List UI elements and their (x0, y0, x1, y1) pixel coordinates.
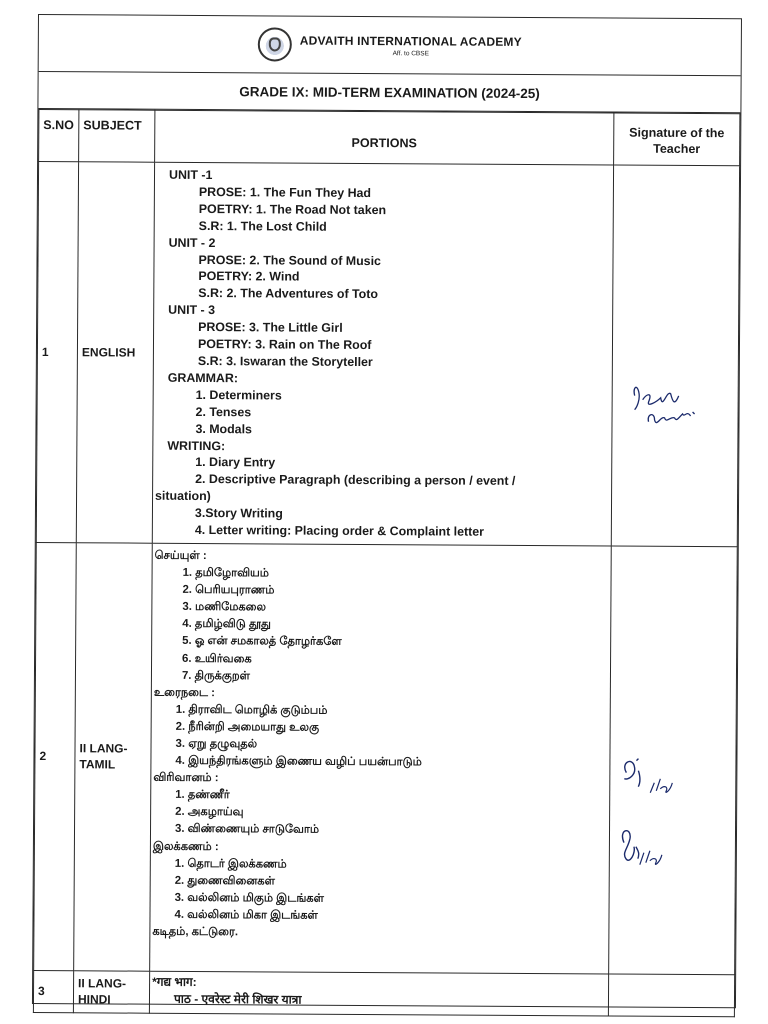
teacher-signature-icon (612, 166, 740, 545)
unit-heading: UNIT - 2 (168, 235, 216, 250)
table-row-english (36, 162, 739, 547)
signature-cell (611, 165, 739, 547)
portion-item: 4. Letter writing: Placing order & Complaint letter (194, 522, 485, 539)
portion-item: 3. Modals (195, 421, 252, 436)
portion-item: 1. Determiners (195, 387, 282, 403)
table-header-row (39, 110, 740, 166)
column-header-subject: SUBJECT (79, 110, 155, 162)
school-affiliation: Aff. to CBSE (392, 49, 429, 57)
unit-heading: UNIT -1 (168, 167, 213, 183)
portion-item: 3. விண்ணையும் சாடுவோம் (174, 823, 320, 837)
section-heading: விரிவானம் : (153, 771, 219, 785)
school-block (300, 33, 522, 57)
portion-item: 1. திராவிட மொழிக் குடும்பம் (175, 703, 328, 717)
portion-item: 4. தமிழ்விடு தூது (182, 618, 271, 631)
portion-item: 2. நீரின்றி அமையாது உலகு (175, 720, 320, 734)
section-heading: GRAMMAR: (167, 370, 239, 386)
row-portions (150, 543, 612, 974)
portion-item: 3. ஏறு தழுவுதல் (175, 737, 258, 751)
portion-item: POETRY: 3. Rain on The Roof (197, 337, 372, 353)
table-row-tamil (34, 542, 738, 974)
row-portions (152, 162, 613, 546)
portion-item: 2. துணைவினைகள் (174, 874, 275, 888)
portions-table (33, 109, 741, 1017)
section-heading: இலக்கணம் : (152, 840, 219, 853)
row-subject: ENGLISH (76, 162, 154, 543)
school-logo-icon (258, 27, 292, 61)
portion-item: 1. தண்ணீர் (175, 789, 230, 802)
portion-item: POETRY: 1. The Road Not taken (198, 201, 387, 217)
unit-heading: UNIT - 3 (168, 303, 216, 318)
portion-item: 2. Descriptive Paragraph (describing a person / event / (195, 472, 516, 489)
portion-item: PROSE: 2. The Sound of Music (198, 252, 381, 268)
portion-item: 1. தொடர் இலக்கணம் (174, 857, 287, 871)
teacher-signature-icon (609, 546, 738, 975)
school-name: ADVAITH INTERNATIONAL ACADEMY (299, 33, 522, 49)
row-sno: 2 (34, 542, 77, 970)
school-header (39, 15, 741, 76)
portion-item: S.R: 1. The Lost Child (198, 218, 327, 234)
portion-item: 3. மணிமேகலை (182, 601, 266, 614)
row-portions (149, 971, 608, 1016)
portion-item: 2. பெரியபுராணம் (182, 584, 275, 597)
exam-sheet (32, 14, 742, 1008)
signature-cell (608, 974, 734, 1017)
portion-item: 2. Tenses (195, 404, 252, 419)
section-heading: உரைநடை : (153, 686, 216, 699)
portion-item: 4. வல்லினம் மிகா இடங்கள் (174, 908, 318, 922)
row-subject: II LANG-TAMIL (74, 543, 153, 971)
portion-item: 5. ஓ என் சமகாலத் தோழர்களே (182, 635, 342, 649)
section-heading: கடிதம், கட்டுரை. (152, 925, 239, 939)
portion-item: 6. உயிர்வகை (182, 652, 252, 665)
portion-item: 1. தமிழோவியம் (182, 566, 270, 580)
portion-item: 3.Story Writing (194, 506, 283, 521)
portion-item: PROSE: 1. The Fun They Had (198, 184, 372, 200)
portion-item: 3. வல்லினம் மிகும் இடங்கள் (174, 891, 324, 905)
row-sno: 1 (36, 162, 78, 543)
section-heading: செய்யுள் : (154, 549, 207, 562)
section-heading: *गद्य भाग: (152, 974, 197, 989)
column-header-portions: PORTIONS (155, 110, 614, 165)
portion-item: 2. அகழாய்வு (175, 806, 244, 819)
column-header-signature: Signature of the Teacher (614, 113, 740, 166)
portion-item: S.R: 3. Iswaran the Storyteller (197, 353, 373, 370)
row-subject: II LANG-HINDI (73, 971, 149, 1013)
portion-item-continued: situation) (155, 488, 211, 504)
portion-item: 1. Diary Entry (195, 455, 276, 470)
portion-item: POETRY: 2. Wind (198, 269, 300, 285)
signature-cell (609, 546, 738, 975)
row-sno: 3 (33, 970, 73, 1012)
portion-item: PROSE: 3. The Little Girl (198, 320, 343, 336)
portion-item: पाठ - एवरेस्ट मेरी शिखर यात्रा (173, 991, 302, 1007)
portion-item: 4. இயந்திரங்களும் இணைய வழிப் பயன்பாடும் (175, 754, 422, 769)
portion-item: S.R: 2. The Adventures of Toto (198, 286, 379, 302)
portion-item: 7. திருக்குறள் (181, 669, 250, 682)
table-row-hindi (33, 970, 734, 1016)
column-header-sno: S.NO (39, 110, 79, 162)
section-heading: WRITING: (167, 438, 226, 453)
exam-title: GRADE IX: MID-TERM EXAMINATION (2024-25) (38, 72, 740, 113)
